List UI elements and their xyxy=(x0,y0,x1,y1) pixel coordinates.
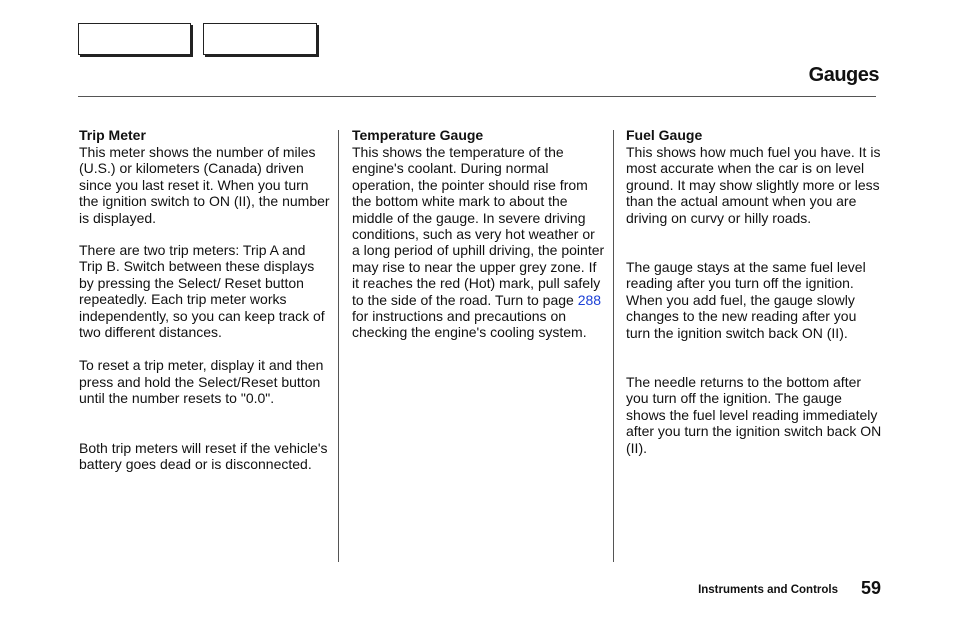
paragraph-text: for instructions and precautions on checking the engine's cooling system. xyxy=(352,308,587,341)
section-heading: Temperature Gauge xyxy=(352,127,484,143)
paragraph: This meter shows the number of miles (U.S.) or kilometers (Canada) driven since you last reset it. When you turn the ignition switch to ON (II), the number is displayed. xyxy=(79,144,330,226)
nav-button-next[interactable] xyxy=(203,23,317,55)
nav-button-previous[interactable] xyxy=(78,23,191,55)
paragraph: The needle returns to the bottom after you turn off the ignition. The gauge shows the fuel level reading immediately after you turn the ignition switch back ON (II). xyxy=(626,374,882,456)
temperature-gauge-column xyxy=(352,127,606,341)
column-divider xyxy=(338,130,339,562)
page-number: 59 xyxy=(860,578,881,598)
paragraph: The gauge stays at the same fuel level reading after you turn off the ignition. When you add fuel, the gauge slowly changes to the new reading after you turn the ignition switch back ON (II). xyxy=(626,259,866,341)
paragraph xyxy=(352,144,606,341)
paragraph: To reset a trip meter, display it and then press and hold the Select/Reset button until the number resets to "0.0". xyxy=(79,357,324,407)
page-288-link[interactable]: 288 xyxy=(577,291,602,308)
header-divider xyxy=(78,96,876,97)
paragraph: There are two trip meters: Trip A and Trip B. Switch between these displays by pressing the Select/ Reset button repeatedly. Each trip meter works independently, so you can keep track of two different distances. xyxy=(79,242,325,341)
page-title: Gauges xyxy=(808,64,879,86)
paragraph: Both trip meters will reset if the vehicle's battery goes dead or is disconnected. xyxy=(79,439,328,473)
footer-section-title: Instruments and Controls xyxy=(698,584,838,596)
section-heading: Trip Meter xyxy=(79,127,146,143)
column-divider xyxy=(613,130,614,562)
paragraph: This shows how much fuel you have. It is most accurate when the car is on level ground. It may show slightly more or less than the actual amount when you are driving on curvy or hilly roads. xyxy=(626,144,881,226)
paragraph-text: This shows the temperature of the engine's coolant. During normal operation, the pointer should rise from the bottom white mark to about the middle of the gauge. In severe driving conditions, such as very hot weather or a long period of uphill driving, the pointer may rise to near the upper grey zone. If it reaches the red (Hot) mark, pull safely to the side of the road. Turn to page xyxy=(352,144,605,308)
section-heading: Fuel Gauge xyxy=(626,127,703,143)
trip-meter-column xyxy=(79,127,331,473)
fuel-gauge-column xyxy=(626,127,882,456)
